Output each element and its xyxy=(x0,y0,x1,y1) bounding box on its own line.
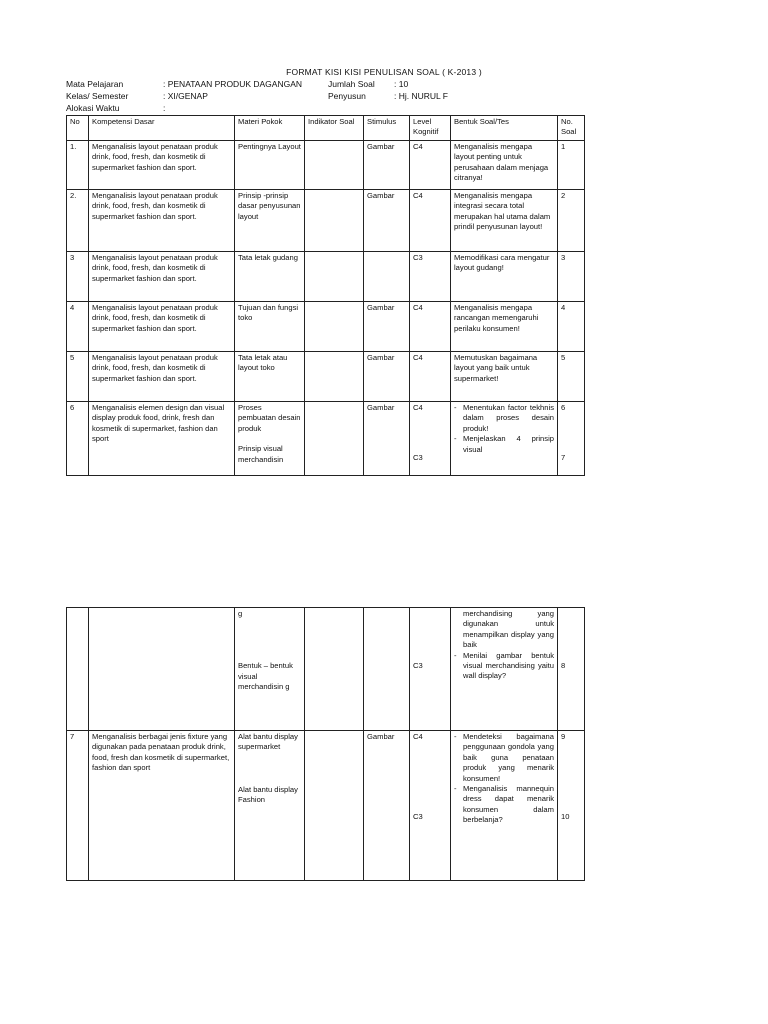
no-soal-item: 7 xyxy=(561,453,566,463)
row-stimulus: Gambar xyxy=(364,141,410,190)
row-materi xyxy=(235,608,305,731)
alokasi-label: Alokasi Waktu xyxy=(66,103,120,113)
col-header-stimulus: Stimulus xyxy=(364,116,410,141)
row-materi xyxy=(235,731,305,881)
row-level xyxy=(410,402,451,476)
row-materi xyxy=(235,402,305,476)
row-stimulus: Gambar xyxy=(364,302,410,352)
penyusun-value: : Hj. NURUL F xyxy=(394,91,448,101)
row-stimulus: Gambar xyxy=(364,402,410,476)
bullet-dash: - xyxy=(454,434,457,444)
row-indikator xyxy=(305,352,364,402)
jumlah-soal-value: : 10 xyxy=(394,79,409,89)
row-kompetensi: Menganalisis layout penataan produk drink, food, fresh, dan kosmetik di supermarket fashion dan sport. xyxy=(89,252,235,302)
row-level xyxy=(410,608,451,731)
row-kompetensi: Menganalisis layout penataan produk drink, food, fresh, dan kosmetik di supermarket fashion dan sport. xyxy=(89,141,235,190)
table-row xyxy=(67,302,585,352)
mapel-value: : PENATAAN PRODUK DAGANGAN xyxy=(163,79,303,89)
row-level: C4 xyxy=(410,302,451,352)
mapel-label: Mata Pelajaran xyxy=(66,79,124,89)
materi-item: Bentuk – bentuk visual merchandisin g xyxy=(238,661,293,692)
kisi-table-page1 xyxy=(66,115,585,476)
row-no-soal xyxy=(558,402,585,476)
row-no-soal: 2 xyxy=(558,190,585,252)
bullet-dash: - xyxy=(454,403,457,412)
table-row xyxy=(67,352,585,402)
row-no xyxy=(67,608,89,731)
no-soal-item: 9 xyxy=(561,732,566,741)
document-title: FORMAT KISI KISI PENULISAN SOAL ( K-2013 ) xyxy=(286,67,482,77)
row-stimulus xyxy=(364,252,410,302)
materi-item: Proses pembuatan desain produk xyxy=(238,403,301,433)
row-materi: Pentingnya Layout xyxy=(235,141,305,190)
soal-text: merchandising yang digunakan untuk menampilkan display yang baik xyxy=(463,609,554,650)
col-header-bentuk: Bentuk Soal/Tes xyxy=(451,116,558,141)
table-row xyxy=(67,141,585,190)
bullet-dash: - xyxy=(454,732,457,741)
soal-text: Menjelaskan 4 prinsip visual xyxy=(463,434,554,454)
level-item: C4 xyxy=(413,732,423,741)
row-no: 7 xyxy=(67,731,89,881)
soal-item xyxy=(454,651,554,682)
row-no: 1. xyxy=(67,141,89,190)
kelas-label: Kelas/ Semester xyxy=(66,91,129,101)
soal-item xyxy=(454,784,554,826)
bullet-dash: - xyxy=(454,784,457,794)
soal-item xyxy=(454,609,554,651)
row-indikator xyxy=(305,141,364,190)
table-row xyxy=(67,731,585,881)
row-bentuk-soal: Menganalisis mengapa layout penting untuk perusahaan dalam menjaga citranya! xyxy=(451,141,558,190)
row-level xyxy=(410,731,451,881)
row-stimulus: Gambar xyxy=(364,731,410,881)
kelas-value: : XI/GENAP xyxy=(163,91,208,101)
jumlah-soal-label: Jumlah Soal xyxy=(328,79,375,89)
soal-text: Mendeteksi bagaimana penggunaan gondola yang baik guna penataan produk yang menarik konsumen! xyxy=(463,732,554,783)
materi-item: g xyxy=(238,609,243,618)
row-stimulus: Gambar xyxy=(364,190,410,252)
row-materi: Prinsip -prinsip dasar penyusunan layout xyxy=(235,190,305,252)
row-kompetensi xyxy=(89,608,235,731)
table-row xyxy=(67,402,585,476)
soal-item xyxy=(454,732,554,784)
row-no-soal: 1 xyxy=(558,141,585,190)
penyusun-label: Penyusun xyxy=(328,91,366,101)
row-no: 2. xyxy=(67,190,89,252)
col-header-materi: Materi Pokok xyxy=(235,116,305,141)
bullet-dash: - xyxy=(454,650,457,660)
materi-item: Prinsip visual merchandisin xyxy=(238,444,284,464)
row-stimulus xyxy=(364,608,410,731)
row-bentuk-soal: Memodifikasi cara mengatur layout gudang! xyxy=(451,252,558,302)
row-kompetensi: Menganalisis berbagai jenis fixture yang digunakan pada penataan produk drink, food, fresh dan kosmetik di supermarket, fashion dan sport xyxy=(89,731,235,881)
row-bentuk-soal: Memutuskan bagaimana layout yang baik untuk supermarket! xyxy=(451,352,558,402)
level-item: C3 xyxy=(413,812,423,822)
row-materi: Tata letak atau layout toko xyxy=(235,352,305,402)
row-kompetensi: Menganalisis layout penataan produk drink, food, fresh, dan kosmetik di supermarket fashion dan sport. xyxy=(89,352,235,402)
row-bentuk-soal: Menganalisis mengapa rancangan memengaruhi perilaku konsumen! xyxy=(451,302,558,352)
alokasi-value: : xyxy=(163,103,166,113)
table-header-row xyxy=(67,116,585,141)
row-indikator xyxy=(305,731,364,881)
row-level: C4 xyxy=(410,352,451,402)
level-item: C3 xyxy=(413,661,423,670)
row-no-soal: 5 xyxy=(558,352,585,402)
row-no: 5 xyxy=(67,352,89,402)
row-no-soal xyxy=(558,731,585,881)
materi-item: Alat bantu display supermarket xyxy=(238,732,298,752)
level-item: C3 xyxy=(413,453,423,463)
table-row xyxy=(67,252,585,302)
row-bentuk-soal xyxy=(451,731,558,881)
row-level: C3 xyxy=(410,252,451,302)
no-soal-item: 8 xyxy=(561,661,566,670)
kisi-table-page2 xyxy=(66,607,585,881)
row-indikator xyxy=(305,302,364,352)
row-indikator xyxy=(305,190,364,252)
row-no: 6 xyxy=(67,402,89,476)
col-header-no-soal: No. Soal xyxy=(558,116,585,141)
row-no: 4 xyxy=(67,302,89,352)
row-no-soal xyxy=(558,608,585,731)
row-materi: Tata letak gudang xyxy=(235,252,305,302)
col-header-kompetensi: Kompetensi Dasar xyxy=(89,116,235,141)
col-header-no: No xyxy=(67,116,89,141)
col-header-indikator: Indikator Soal xyxy=(305,116,364,141)
row-bentuk-soal xyxy=(451,402,558,476)
soal-text: Menganalisis mannequin dress dapat menarik konsumen dalam berbelanja? xyxy=(463,784,554,825)
level-item: C4 xyxy=(413,403,423,412)
row-kompetensi: Menganalisis layout penataan produk drink, food, fresh, dan kosmetik di supermarket fashion dan sport. xyxy=(89,190,235,252)
row-no: 3 xyxy=(67,252,89,302)
row-no-soal: 4 xyxy=(558,302,585,352)
row-no-soal: 3 xyxy=(558,252,585,302)
table-row xyxy=(67,190,585,252)
row-kompetensi: Menganalisis elemen design dan visual display produk food, drink, fresh dan kosmetik di supermarket, fashion dan sport xyxy=(89,402,235,476)
soal-text: Menentukan factor tekhnis dalam proses desain produk! xyxy=(463,403,554,433)
soal-item xyxy=(454,434,554,455)
row-indikator xyxy=(305,608,364,731)
row-stimulus: Gambar xyxy=(364,352,410,402)
row-level: C4 xyxy=(410,141,451,190)
row-kompetensi: Menganalisis layout penataan produk drink, food, fresh, dan kosmetik di supermarket fashion dan sport. xyxy=(89,302,235,352)
soal-text: Menilai gambar bentuk visual merchandising yaitu wall display? xyxy=(463,650,554,681)
row-indikator xyxy=(305,402,364,476)
row-level: C4 xyxy=(410,190,451,252)
no-soal-item: 10 xyxy=(561,812,570,822)
no-soal-item: 6 xyxy=(561,403,566,412)
row-indikator xyxy=(305,252,364,302)
row-bentuk-soal: Menganalisis mengapa integrasi secara total merupakan hal utama dalam prindil penyusunan layout! xyxy=(451,190,558,252)
row-bentuk-soal xyxy=(451,608,558,731)
table-row xyxy=(67,608,585,731)
row-materi: Tujuan dan fungsi toko xyxy=(235,302,305,352)
materi-item: Alat bantu display Fashion xyxy=(238,784,298,805)
soal-item xyxy=(454,403,554,434)
col-header-level: Level Kognitif xyxy=(410,116,451,141)
